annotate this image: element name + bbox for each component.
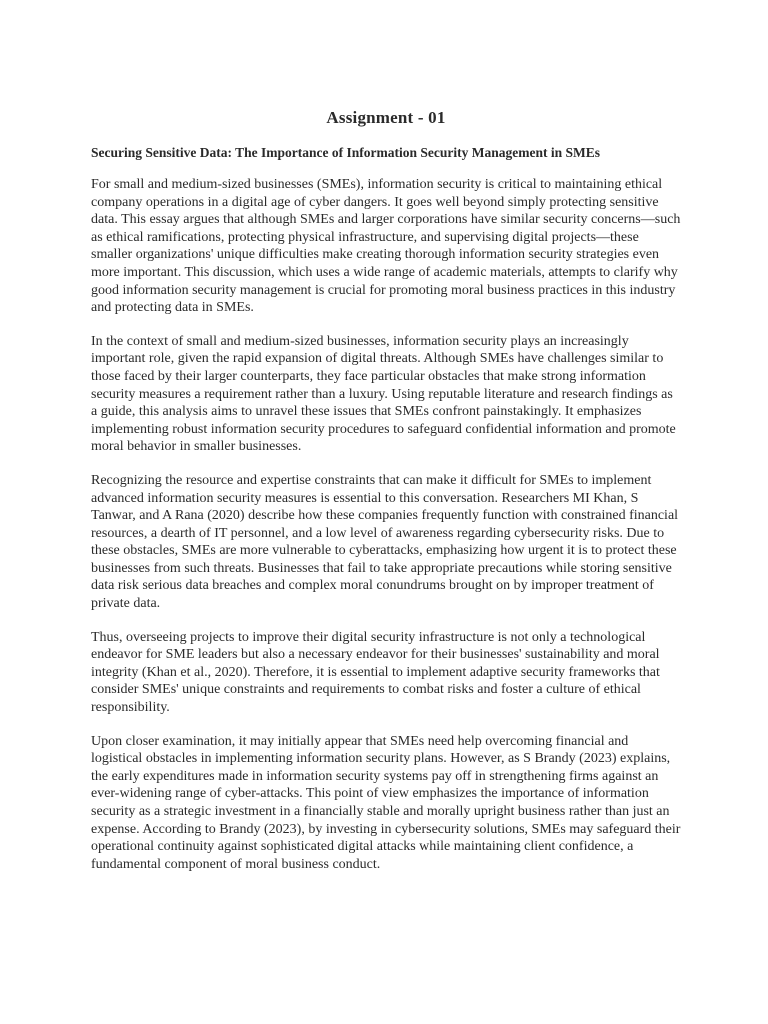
paragraph-1: For small and medium-sized businesses (SMEs), information security is critical to maintaining ethical company operations in a digital age of cyber dangers. It goes well beyond simply protecting sensitive data. This essay argues that although SMEs and larger corporations have similar security concerns—such as ethical ramifications, protecting physical infrastructure, and supervising digital projects—these smaller organizations' unique difficulties make creating thorough information security strategies even more important. This discussion, which uses a wide range of academic materials, attempts to clarify why good information security management is crucial for promoting moral business practices in this industry and protecting data in SMEs. xyxy=(91,177,681,316)
paragraph-3: Recognizing the resource and expertise constraints that can make it difficult for SMEs to implement advanced information security measures is essential to this conversation. Researchers MI Khan, S Tanwar, and A Rana (2020) describe how these companies frequently function with constrained financial resources, a dearth of IT personnel, and a low level of awareness regarding cybersecurity risks. Due to these obstacles, SMEs are more vulnerable to cyberattacks, emphasizing how urgent it is to protect these businesses from such threats. Businesses that fail to take appropriate precautions while storing sensitive data risk serious data breaches and complex moral conundrums brought on by improper treatment of private data. xyxy=(91,472,679,612)
paragraph-5: Upon closer examination, it may initially appear that SMEs need help overcoming financial and logistical obstacles in implementing information security plans. However, as S Brandy (2023) explains, the early expenditures made in information security systems pay off in strengthening firms against an ever-widening range of cyber-attacks. This point of view emphasizes the importance of information security as a strategic investment in a financially stable and morally upright business rather than just an expense. According to Brandy (2023), by investing in cybersecurity solutions, SMEs may safeguard their operational continuity against sophisticated digital attacks while maintaining client confidence, a fundamental component of moral business conduct. xyxy=(91,733,681,872)
document-title: Assignment - 01 xyxy=(326,108,446,127)
document-page xyxy=(91,108,681,889)
paragraph-4: Thus, overseeing projects to improve their digital security infrastructure is not only a technological endeavor for SME leaders but also a necessary endeavor for their businesses' sustainability and moral integrity (Khan et al., 2020). Therefore, it is essential to implement adaptive security frameworks that consider SMEs' unique constraints and requirements to combat risks and foster a culture of ethical responsibility. xyxy=(91,629,660,716)
document-subtitle: Securing Sensitive Data: The Importance of Information Security Management in SMEs xyxy=(91,145,600,160)
paragraph-2: In the context of small and medium-sized businesses, information security plays an increasingly important role, given the rapid expansion of digital threats. Although SMEs have challenges similar to those faced by their larger counterparts, they face particular obstacles that make strong information security measures a requirement rather than a luxury. Using reputable literature and research findings as a guide, this analysis aims to unravel these issues that SMEs confront painstakingly. It emphasizes implementing robust information security procedures to safeguard confidential information and promote moral behavior in smaller businesses. xyxy=(91,333,676,455)
